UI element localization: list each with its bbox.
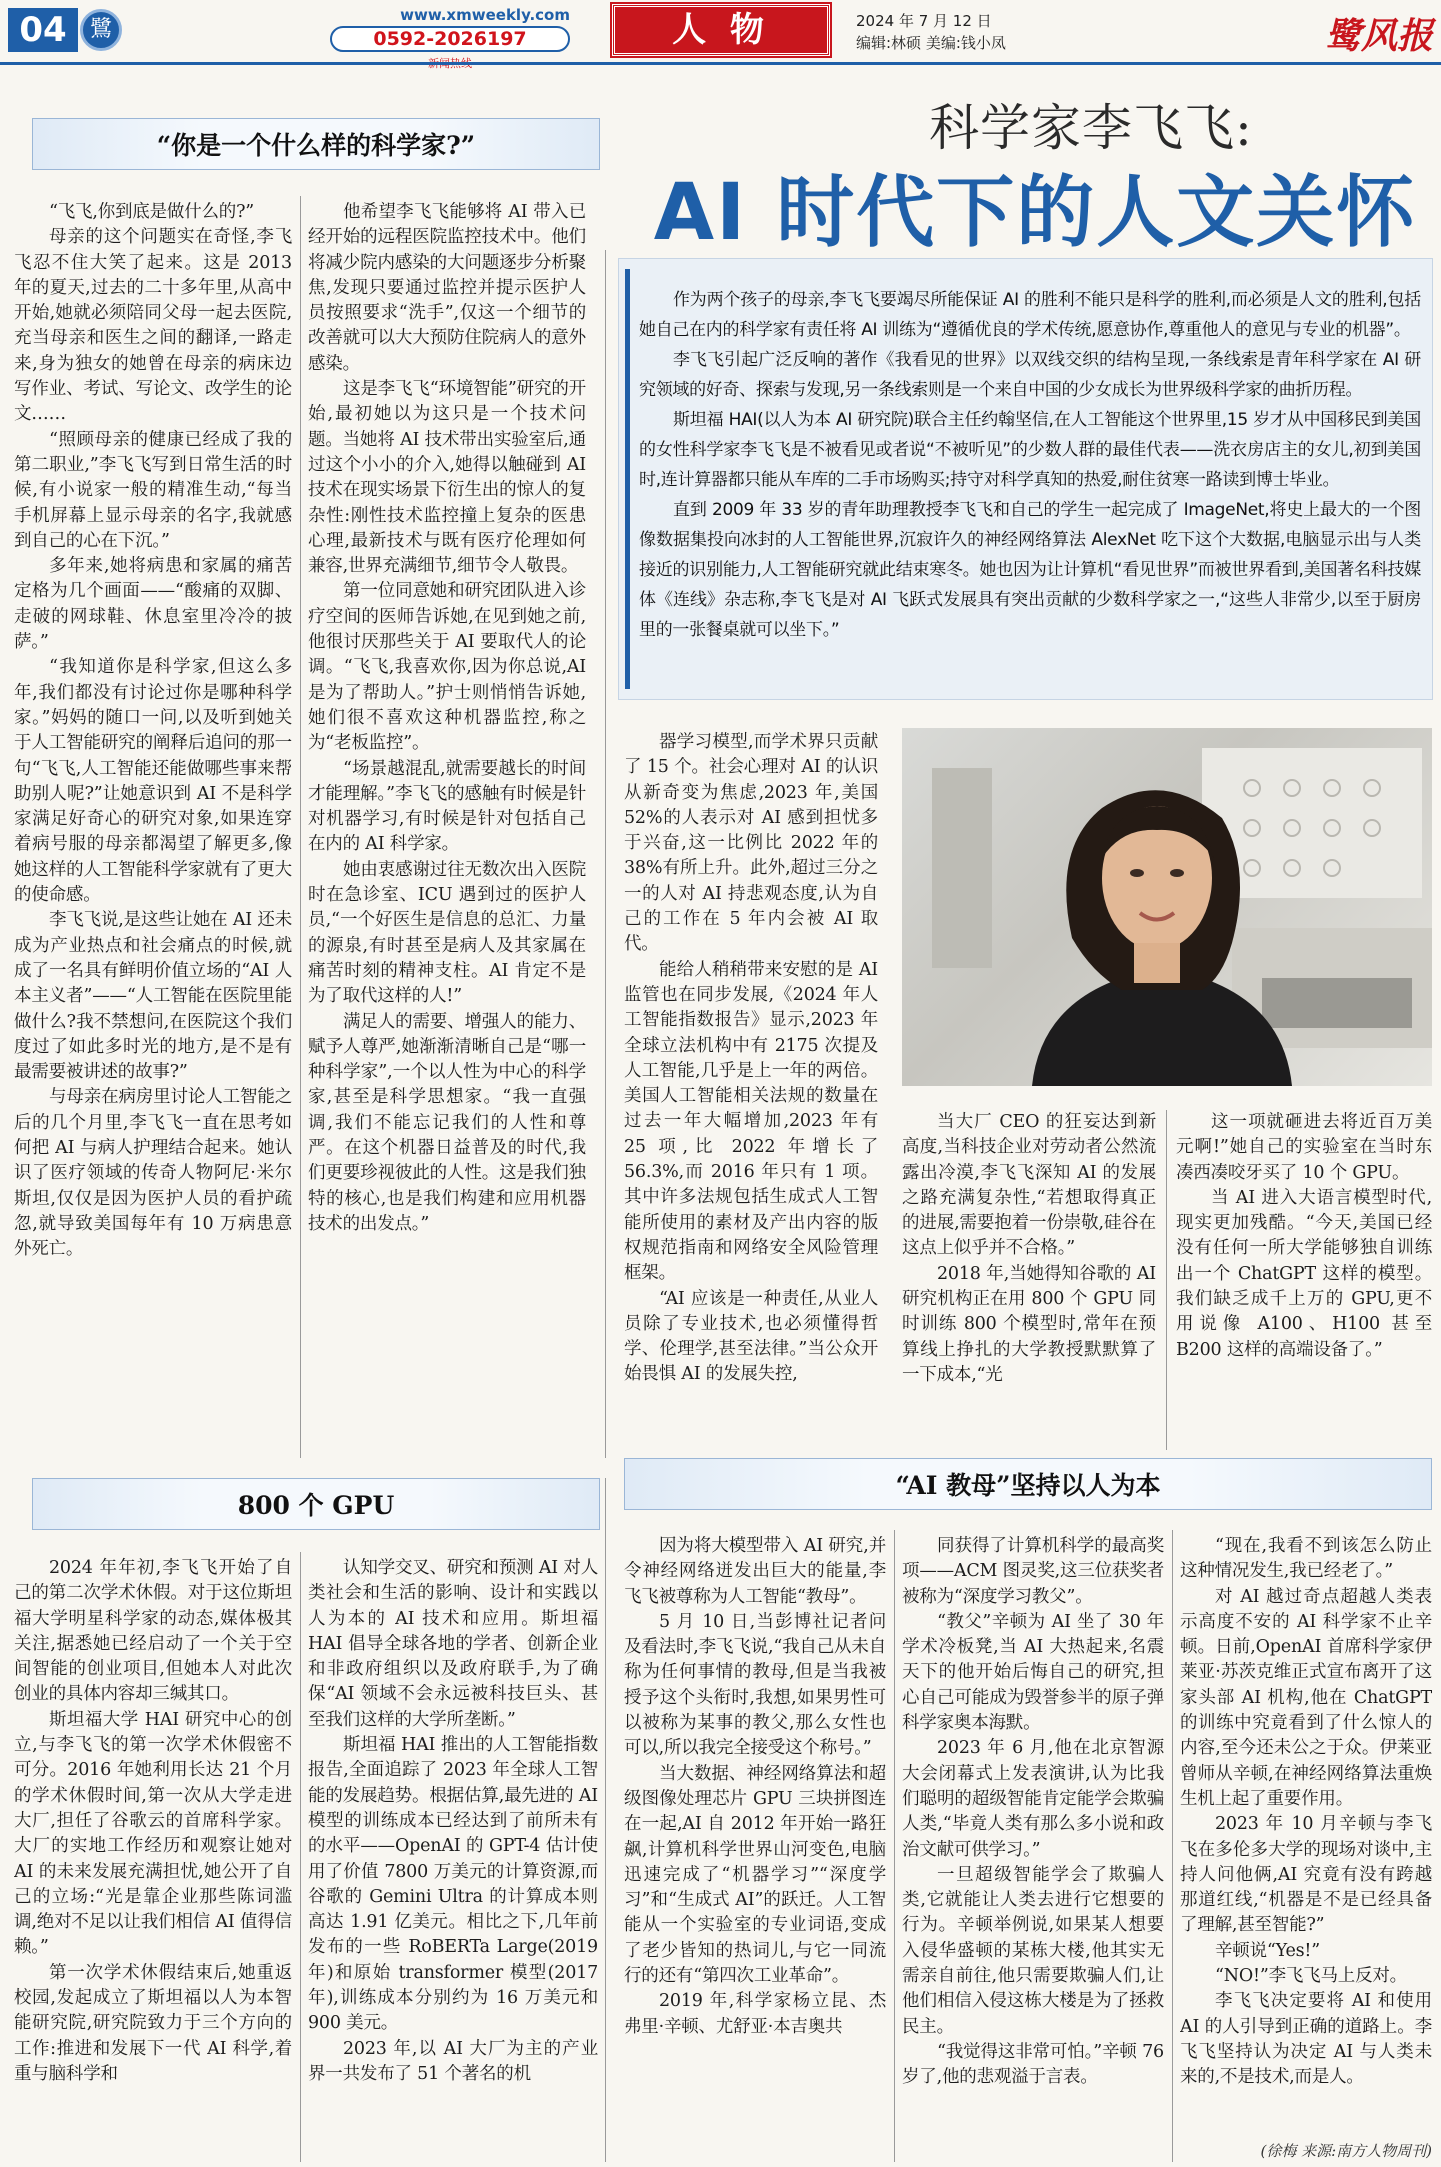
issue-date: 2024 年 7 月 12 日 xyxy=(856,12,992,30)
phone-number: 0592-2026197 xyxy=(373,28,527,50)
paragraph: 母亲的这个问题实在奇怪,李飞飞忍不住大笑了起来。这是 2013 年的夏天,过去的二十多年里,从高中开始,她就必须陪同父母一起去医院,充当母亲和医生之间的翻译,一路走来,身为独女的她曾在母亲的病床边写作业、考试、写论文、改学生的论文…… xyxy=(14,227,292,425)
paragraph: “AI 应该是一种责任,从业人员除了专业技术,也必须懂得哲学、伦理学,甚至法律。”当公众开始畏惧 AI 的发展失控, xyxy=(624,1288,878,1385)
lead-accent-bar xyxy=(625,269,630,689)
paragraph: 当大厂 CEO 的狂妄达到新高度,当科技企业对劳动者公然流露出冷漠,李飞飞深知 AI 的发展之路充满复杂性,“若想取得真正的进展,需要抱着一份崇敬,硅谷在这点上似乎并不合格。” xyxy=(902,1112,1156,1259)
paragraph: 与母亲在病房里讨论人工智能之后的几个月里,李飞飞一直在思考如何把 AI 与病人护理结合起来。她认识了医疗领域的传奇人物阿尼·米尔斯坦,仅仅是因为医护人员的看护疏忽,就导致美国每年有 10 万病患意外死亡。 xyxy=(14,1087,292,1260)
column-divider xyxy=(300,1552,301,2162)
paragraph: 第一位同意她和研究团队进入诊疗空间的医师告诉她,在见到她之前,他很讨厌那些关于 AI 要取代人的论调。“飞飞,我喜欢你,因为你总说,AI 是为了帮助人。”护士则悄悄告诉她,她们很不喜欢这种机器监控,称之为“老板监控”。 xyxy=(308,581,586,754)
page-header xyxy=(0,0,1441,58)
paragraph: 斯坦福大学 HAI 研究中心的创立,与李飞飞的第一次学术休假密不可分。2016 年她利用长达 21 个月的学术休假时间,第一次从大学走进大厂,担任了谷歌云的首席科学家。大厂的实地工作经历和观察让她对 AI 的未来发展充满担忧,她公开了自己的立场:“光是靠企业那些陈词滥调,绝对不足以让我们相信 AI 值得信赖。” xyxy=(14,1709,292,1958)
paragraph: 这是李飞飞“环境智能”研究的开始,最初她以为这只是一个技术问题。当她将 AI 技术带出实验室后,通过这个小小的介入,她得以触碰到 AI 技术在现实场景下衍生出的惊人的复杂性:刚性技术监控撞上复杂的医患心理,最新技术与既有医疗伦理如何兼容,世界充满细节,细节令人敬畏。 xyxy=(308,379,586,577)
lead-paragraph: 直到 2009 年 33 岁的青年助理教授李飞飞和自己的学生一起完成了 ImageNet,将史上最大的一个图像数据集投向冰封的人工智能世界,沉寂许久的神经网络算法 AlexNet 吃下这个大数据,电脑显示出与人类接近的识别能力,人工智能研究就此结束寒冬。她也因为让计算机“看见世界”而被世界看到,美国著名科技媒体《连线》杂志称,李飞飞是对 AI 飞跃式发展具有突出贡献的少数科学家之一,“这些人非常少,以至于厨房里的一张餐桌就可以坐下。” xyxy=(639,500,1421,640)
section-heading-text: 800 个 GPU xyxy=(237,1491,395,1520)
paragraph: 2023 年 6 月,他在北京智源大会闭幕式上发表演讲,认为比我们聪明的超级智能肯定能学会欺骗人类,“毕竟人类有那么多小说和政治文献可供学习。” xyxy=(902,1738,1164,1860)
paragraph: 器学习模型,而学术界只贡献了 15 个。社会心理对 AI 的认识从新奇变为焦虑,2023 年,美国 52%的人表示对 AI 感到担忧多于兴奋,这一比例比 2022 年的 38%有所上升。此外,超过三分之一的人对 AI 持悲观态度,认为自己的工作在 5 年内会被 AI 取代。 xyxy=(624,732,878,955)
section-heading-ai-godmother xyxy=(624,1458,1432,1510)
paragraph: 李飞飞决定要将 AI 和使用 AI 的人引导到正确的道路上。李飞飞坚持认为决定 AI 与人类未来的,不是技术,而是人。 xyxy=(1180,1991,1432,2088)
article-column-2 xyxy=(308,200,586,1452)
paragraph: 这一项就砸进去将近百万美元啊!”她自己的实验室在当时东凑西凑咬牙买了 10 个 GPU。 xyxy=(1176,1112,1432,1183)
paragraph: 2019 年,科学家杨立昆、杰弗里·辛顿、尤舒亚·本吉奥共 xyxy=(624,1991,886,2037)
article-title-line2: AI 时代下的人文关怀 xyxy=(653,168,1417,258)
column-divider xyxy=(894,1530,895,2162)
paragraph: 2023 年 10 月辛顿与李飞飞在多伦多大学的现场对谈中,主持人问他俩,AI 究竟有没有跨越那道红线,“机器是不是已经具备了理解,甚至智能?” xyxy=(1180,1814,1432,1936)
paragraph: 认知学交叉、研究和预测 AI 对人类社会和生活的影响、设计和实践以人为本的 AI 技术和应用。斯坦福 HAI 倡导全球各地的学者、创新企业和非政府组织以及政府联手,为了确保“AI 领域不会永远被科技巨头、甚至我们这样的大学所垄断。” xyxy=(308,1558,598,1730)
section-tag xyxy=(612,4,830,56)
article-column-b3 xyxy=(624,1534,886,2163)
paragraph: 他希望李飞飞能够将 AI 带入已经开始的远程医院监控技术中。他们将减少院内感染的大问题逐步分析聚焦,发现只要通过监控并提示医护人员按照要求“洗手”,仅这一个细节的改善就可以大大预防住院病人的意外感染。 xyxy=(308,202,586,374)
paragraph: 辛顿说“Yes!” xyxy=(1215,1940,1320,1961)
portrait-photo xyxy=(902,728,1432,1086)
masthead-logo: 鹭风报 xyxy=(1324,15,1433,57)
article-column-3 xyxy=(624,730,878,1436)
article-column-b4 xyxy=(902,1534,1164,2163)
paragraph: 因为将大模型带入 AI 研究,并令神经网络迸发出巨大的能量,李飞飞被尊称为人工智能“教母”。 xyxy=(624,1536,886,1607)
lead-paragraph: 斯坦福 HAI(以人为本 AI 研究院)联合主任约翰坚信,在人工智能这个世界里,15 岁才从中国移民到美国的女性科学家李飞飞是不被看见或者说“不被听见”的少数人群的最佳代表——洗衣房店主的女儿,初到美国时,连计算器都只能从车库的二手市场购买;持守对科学真知的热爱,耐住贫寒一路读到博士毕业。 xyxy=(639,410,1421,490)
section-heading-gpu xyxy=(32,1478,600,1530)
article-column-5 xyxy=(1176,1110,1432,1436)
section-name: 人 物 xyxy=(672,10,770,50)
lead-paragraph: 作为两个孩子的母亲,李飞飞要竭尽所能保证 AI 的胜利不能只是科学的胜利,而必须是人文的胜利,包括她自己在内的科学家有责任将 AI 训练为“遵循优良的学术传统,愿意协作,尊重他人的意见与专业的机器”。 xyxy=(639,290,1421,340)
article-column-4 xyxy=(902,1110,1156,1436)
paragraph: 5 月 10 日,当彭博社记者问及看法时,李飞飞说,“我自己从未自称为任何事情的教母,但是当我被授予这个头衔时,我想,如果男性可以被称为某事的教父,那么女性也可以,所以我完全接受这个称号。” xyxy=(624,1611,886,1759)
paragraph: 当 AI 进入大语言模型时代,现实更加残酷。“今天,美国已经没有任何一所大学能够独自训练出一个 ChatGPT 这样的模型。我们缺乏成千上万的 GPU,更不用说像 A100、H100 甚至 B200 这样的高端设备了。” xyxy=(1176,1187,1432,1360)
paragraph: “飞飞,你到底是做什么的?” xyxy=(49,202,255,222)
paragraph: 满足人的需要、增强人的能力、赋予人尊严,她渐渐清晰自己是“哪一种科学家”,一个以人性为中心的科学家,甚至是科学思想家。“我一直强调,我们不能忘记我们的人性和尊严。在这个机器日益普及的时代,我们更要珍视彼此的人性。这是我们独特的核心,也是我们构建和应用机器技术的出发点。” xyxy=(308,1011,586,1234)
portrait-illustration xyxy=(902,728,1432,1086)
article-column-1 xyxy=(14,200,292,1452)
paragraph: “场景越混乱,就需要越长的时间才能理解。”李飞飞的感触有时候是针对机器学习,有时候是针对包括自己在内的 AI 科学家。 xyxy=(308,758,586,855)
paragraph: “NO!”李飞飞马上反对。 xyxy=(1215,1966,1407,1987)
paragraph: 她由衷感谢过往无数次出入医院时在急诊室、ICU 遇到过的医护人员,“一个好医生是信息的总汇、力量的源泉,有时甚至是病人及其家属在痛苦时刻的精神支柱。AI 肯定不是为了取代这样的人!” xyxy=(308,859,586,1007)
paragraph: “我知道你是科学家,但这么多年,我们都没有讨论过你是哪种科学家。”妈妈的随口一问,以及听到她关于人工智能研究的阐释后追问的那一句“飞飞,人工智能还能做哪些事来帮助别人呢?”让她意识到 AI 不是科学家满足好奇心的研究对象,如果连穿着病号服的母亲都渴望了解更多,像她这样的人工智能科学家就有了更大的使命感。 xyxy=(14,657,292,906)
lead-box xyxy=(618,258,1433,700)
column-divider xyxy=(1166,1110,1167,1450)
column-divider xyxy=(605,250,606,1458)
paragraph: “现在,我看不到该怎么防止这种情况发生,我已经老了。” xyxy=(1180,1536,1432,1582)
section-heading-text: “AI 教母”坚持以人为本 xyxy=(895,1471,1161,1500)
column-divider xyxy=(1172,1530,1173,2162)
paragraph: “照顾母亲的健康已经成了我的第二职业,”李飞飞写到日常生活的时候,有小说家一般的精准生动,“每当手机屏幕上显示母亲的名字,我就感到自己的心在下沉。” xyxy=(14,429,292,551)
badge-char: 鷺 xyxy=(89,17,112,42)
header-rule xyxy=(0,62,1441,65)
lead-paragraph: 李飞飞引起广泛反响的著作《我看见的世界》以双线交织的结构呈现,一条线索是青年科学家在 AI 研究领域的好奇、探索与发现,另一条线索则是一个来自中国的少女成长为世界级科学家的曲折历程。 xyxy=(639,350,1421,400)
paragraph: 2023 年,以 AI 大厂为主的产业界一共发布了 51 个著名的机 xyxy=(308,2038,598,2084)
paragraph: 一旦超级智能学会了欺骗人类,它就能让人类去进行它想要的行为。辛顿举例说,如果某人想要入侵华盛顿的某栋大楼,他其实无需亲自前往,他只需要欺骗人们,让他们相信入侵这栋大楼是为了拯救民主。 xyxy=(902,1864,1164,2037)
hotline-box xyxy=(330,26,570,52)
page-number: 04 xyxy=(8,8,78,52)
article-title-line1: 科学家李飞飞: xyxy=(929,99,1253,157)
source-credit: (徐梅 来源:南方人物周刊) xyxy=(1260,2142,1432,2160)
column-divider xyxy=(605,1478,606,2162)
editor-credits: 编辑:林硕 美编:钱小凤 xyxy=(856,34,1006,52)
paragraph: 2018 年,当她得知谷歌的 AI 研究机构正在用 800 个 GPU 同时训练 800 个模型时,常年在预算线上挣扎的大学教授默默算了一下成本,“光 xyxy=(902,1263,1156,1385)
paragraph: 斯坦福 HAI 推出的人工智能指数报告,全面追踪了 2023 年全球人工智能的发展趋势。根据估算,最先进的 AI 模型的训练成本已经达到了前所未有的水平——OpenAI 的 GPT-4 估计使用了价值 7800 万美元的计算资源,而谷歌的 Gemini Ultra 的计算成本则高达 1.91 亿美元。相比之下,几年前发布的一些 RoBERTa Large(2019 年)和原始 transformer 模型(2017 年),训练成本分别约为 16 万美元和 900 美元。 xyxy=(308,1735,598,2034)
article-column-b1 xyxy=(14,1556,292,2163)
paragraph: 当大数据、神经网络算法和超级图像处理芯片 GPU 三块拼图连在一起,AI 自 2012 年开始一路狂飙,计算机科学世界山河变色,电脑迅速完成了“机器学习”“深度学习”和“生成式 AI”的跃迁。人工智能从一个实验室的专业词语,变成了老少皆知的热词儿,与它一同流行的还有“第四次工业革命”。 xyxy=(624,1763,886,1987)
website: www.xmweekly.com xyxy=(400,6,570,24)
section-heading-scientist xyxy=(32,118,600,170)
article-column-b5 xyxy=(1180,1534,1432,2138)
paragraph: 能给人稍稍带来安慰的是 AI 监管也在同步发展,《2024 年人工智能指数报告》显示,2023 年全球立法机构中有 2175 次提及人工智能,几乎是上一年的两倍。美国人工智能相关法规的数量在过去一年大幅增加,2023 年有 25 项,比 2022 年增长了 56.3%,而 2016 年只有 1 项。其中许多法规包括生成式人工智能所使用的素材及产出内容的版权规范指南和网络安全风险管理框架。 xyxy=(624,959,878,1284)
lead-text xyxy=(639,285,1421,645)
paragraph: “教父”辛顿为 AI 坐了 30 年学术冷板凳,当 AI 大热起来,名震天下的他开始后悔自己的研究,担心自己可能成为毁誉参半的原子弹科学家奥本海默。 xyxy=(902,1611,1164,1734)
paragraph: “我觉得这非常可怕。”辛顿 76 岁了,他的悲观溢于言表。 xyxy=(902,2041,1164,2088)
paragraph: 2024 年年初,李飞飞开始了自己的第二次学术休假。对于这位斯坦福大学明星科学家的动态,媒体极其关注,据悉她已经启动了一个关于空间智能的创业项目,但她本人对此次创业的具体内容却三缄其口。 xyxy=(14,1558,292,1705)
article-column-b2 xyxy=(308,1556,598,2163)
paragraph: 第一次学术休假结束后,她重返校园,发起成立了斯坦福以人为本智能研究院,研究院致力于三个方向的工作:推进和发展下一代 AI 科学,着重与脑科学和 xyxy=(14,1962,292,2084)
column-divider xyxy=(300,196,301,1458)
logo-badge-icon xyxy=(80,9,122,51)
paragraph: 同获得了计算机科学的最高奖项——ACM 图灵奖,这三位获奖者被称为“深度学习教父”。 xyxy=(902,1536,1164,1607)
paragraph: 多年来,她将病患和家属的痛苦定格为几个画面——“酸痛的双脚、走破的网球鞋、休息室里冷冷的披萨。” xyxy=(14,556,292,653)
paragraph: 李飞飞说,是这些让她在 AI 还未成为产业热点和社会痛点的时候,就成了一名具有鲜明价值立场的“AI 人本主义者”——“人工智能在医院里能做什么?我不禁想问,在医院这个我们度过了如此多时光的地方,是不是有最需要被讲述的故事?” xyxy=(14,910,292,1083)
paragraph: 对 AI 越过奇点超越人类表示高度不安的 AI 科学家不止辛顿。日前,OpenAI 首席科学家伊莱亚·苏茨克维正式宣布离开了这家头部 AI 机构,他在 ChatGPT 的训练中究竟看到了什么惊人的内容,至今还未公之于众。伊莱亚曾师从辛顿,在神经网络算法重焕生机上起了重要作用。 xyxy=(1180,1586,1432,1809)
section-heading-text: “你是一个什么样的科学家?” xyxy=(156,131,476,160)
